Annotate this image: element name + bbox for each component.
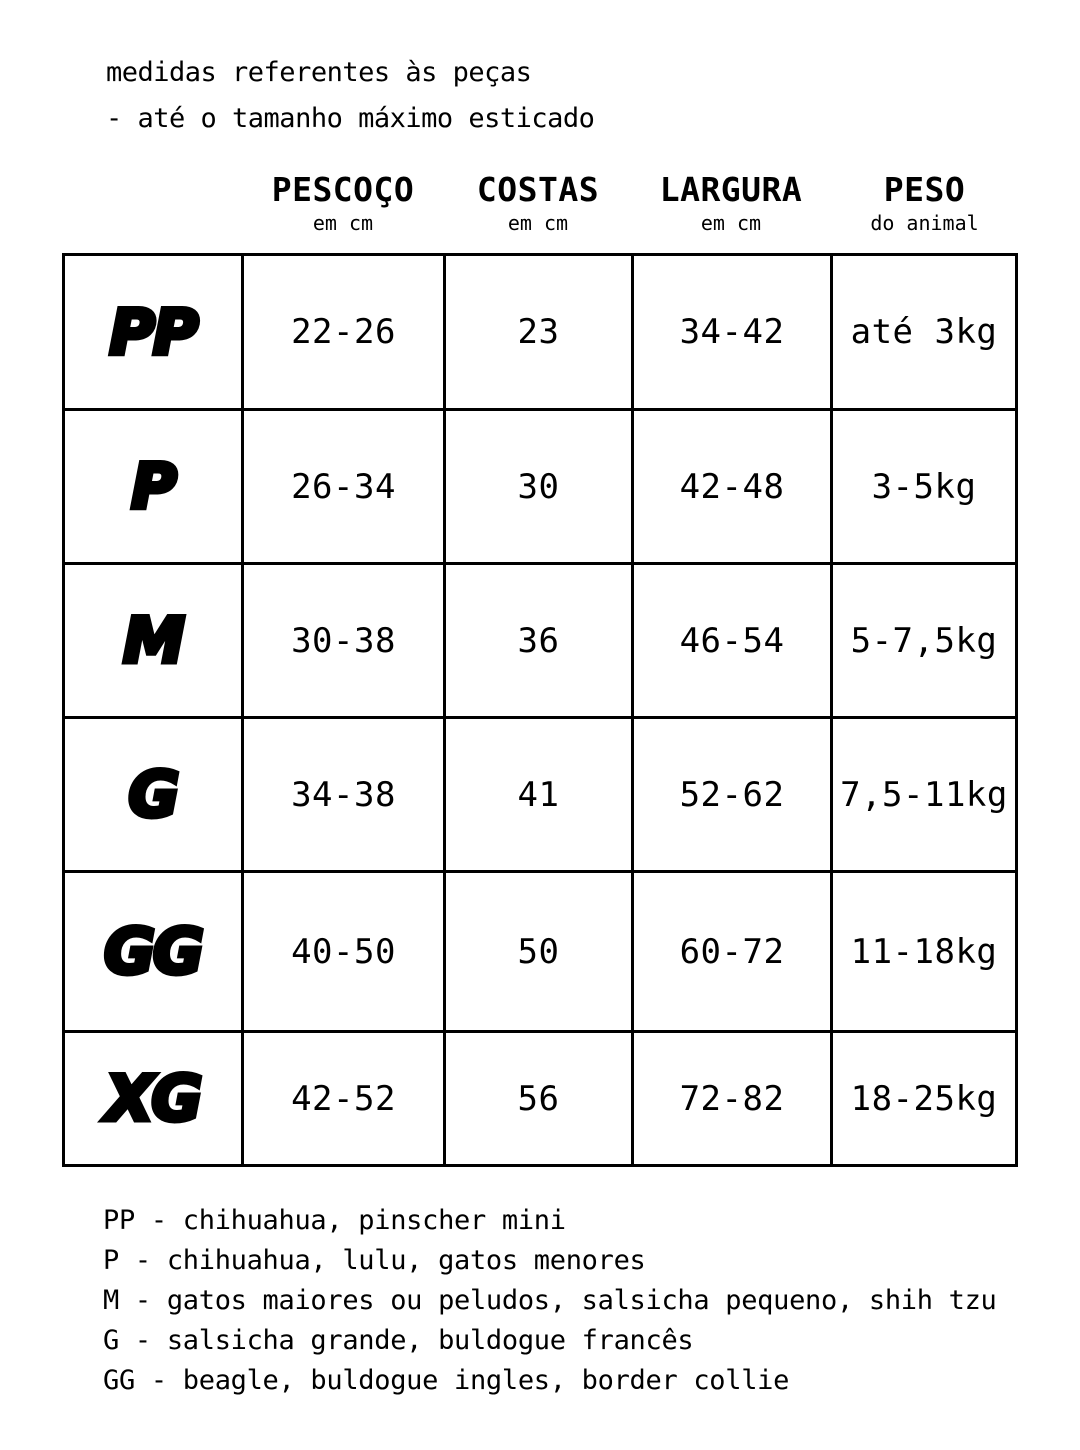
- intro-line-2: - até o tamanho máximo esticado: [106, 103, 595, 134]
- intro-line-1: medidas referentes às peças: [106, 57, 532, 88]
- size-label-g: G: [128, 758, 178, 831]
- table-cell: 26-34: [291, 466, 396, 507]
- table-cell: 18-25kg: [850, 1078, 998, 1119]
- size-label-xg: XG: [105, 1062, 201, 1135]
- table-cell: 11-18kg: [850, 931, 998, 972]
- header-sub: em cm: [700, 211, 762, 235]
- header-pescoco: [243, 170, 443, 236]
- header-title: COSTAS: [476, 170, 600, 209]
- table-cell: 36: [517, 620, 560, 661]
- header-costas: [444, 170, 632, 236]
- header-sub: em cm: [312, 211, 374, 235]
- legend-item: GG - beagle, buldogue ingles, border collie: [103, 1365, 790, 1396]
- header-peso: [831, 170, 1018, 236]
- size-label-gg: GG: [104, 915, 202, 988]
- table-cell: 42-52: [291, 1078, 396, 1119]
- legend-item: P - chihuahua, lulu, gatos menores: [103, 1245, 646, 1276]
- table-cell: 41: [517, 774, 560, 815]
- table-cell: 23: [517, 312, 560, 352]
- table-cell: 34-42: [679, 312, 785, 352]
- size-table: [62, 253, 1018, 1167]
- legend-item: PP - chihuahua, pinscher mini: [103, 1205, 566, 1236]
- header-title: PESO: [883, 170, 966, 209]
- header-largura: [632, 170, 830, 236]
- header-title: LARGURA: [659, 170, 803, 209]
- breed-legend: [103, 1201, 997, 1401]
- table-cell: 50: [517, 931, 560, 972]
- header-sub: em cm: [507, 211, 569, 235]
- table-cell: 40-50: [291, 931, 396, 972]
- table-cell: 5-7,5kg: [850, 620, 998, 661]
- size-label-pp: PP: [109, 295, 197, 369]
- table-cell: 34-38: [291, 774, 396, 815]
- size-label-m: M: [123, 604, 183, 677]
- table-cell: 72-82: [679, 1078, 785, 1119]
- header-sub: do animal: [870, 211, 979, 235]
- legend-item: G - salsicha grande, buldogue francês: [103, 1325, 694, 1356]
- table-cell: 30: [517, 466, 560, 507]
- table-cell: 56: [517, 1078, 560, 1119]
- table-cell: 60-72: [679, 931, 785, 972]
- intro-text: [106, 50, 594, 142]
- header-title: PESCOÇO: [271, 170, 415, 209]
- legend-item: M - gatos maiores ou peludos, salsicha pequeno, shih tzu: [103, 1285, 997, 1316]
- table-cell: 46-54: [679, 620, 785, 661]
- table-cell: 42-48: [679, 466, 785, 507]
- table-cell: 52-62: [679, 774, 785, 815]
- table-cell: 3-5kg: [871, 466, 977, 507]
- table-cell: até 3kg: [850, 312, 998, 352]
- size-label-p: P: [131, 450, 175, 523]
- table-cell: 7,5-11kg: [840, 774, 1008, 815]
- table-cell: 22-26: [291, 312, 396, 352]
- table-cell: 30-38: [291, 620, 396, 661]
